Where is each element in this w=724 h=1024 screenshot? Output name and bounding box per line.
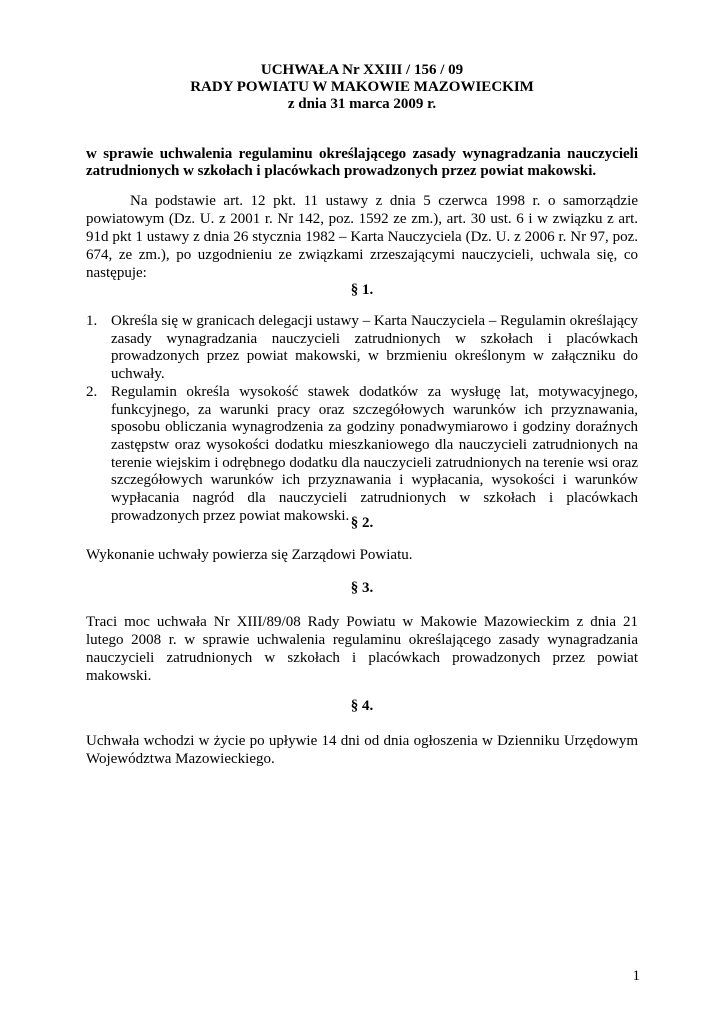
section-1-title: § 1.: [350, 282, 374, 298]
section-4-text: Uchwała wchodzi w życie po upływie 14 dni od dnia ogłoszenia w Dzienniku Urzędowym Województwa Mazowieckiego.: [86, 733, 638, 767]
resolution-header: [86, 62, 638, 113]
section-2-title: § 2.: [350, 515, 374, 531]
section-2-text: Wykonanie uchwały powierza się Zarządowi Powiatu.: [86, 547, 413, 563]
section-4-title: § 4.: [350, 698, 374, 714]
section-3-title: § 3.: [350, 580, 374, 596]
list-item: [86, 384, 638, 526]
issuing-body: RADY POWIATU W MAKOWIE MAZOWIECKIM: [190, 79, 534, 95]
legal-basis-preamble: Na podstawie art. 12 pkt. 11 ustawy z dnia 5 czerwca 1998 r. o samorządzie powiatowym (Dz. U. z 2001 r. Nr 142, poz. 1592 ze zm.), art. 30 ust. 6 i w związku z art. 91d pkt 1 ustawy z dnia 26 stycznia 1982 – Karta Nauczyciela (Dz. U. z 2006 r. Nr 97, poz. 674, ze zm.), po uzgodnieniu ze związkami zrzeszającymi nauczycieli, uchwala się, co następuje:: [86, 193, 638, 281]
section-1-list: [86, 313, 638, 525]
resolution-subject: w sprawie uchwalenia regulaminu określającego zasady wynagradzania nauczycieli zatrudnionych w szkołach i placówkach prowadzonych przez powiat makowski.: [86, 146, 638, 179]
list-item: [86, 313, 638, 384]
list-item-number: 1.: [86, 313, 98, 329]
page-number: 1: [632, 968, 640, 984]
list-item-number: 2.: [86, 383, 98, 400]
resolution-number: UCHWAŁA Nr XXIII / 156 / 09: [260, 62, 464, 78]
list-item-text: Określa się w granicach delegacji ustawy – Karta Nauczyciela – Regulamin określający zasady wynagradzania nauczycieli zatrudnionych w szkołach i placówkach prowadzonych przez powiat makowski, w brzmieniu określonym w załączniku do uchwały.: [111, 313, 638, 383]
list-item-text: Regulamin określa wysokość stawek dodatków za wysługę lat, motywacyjnego, funkcyjnego, za warunki pracy oraz szczegółowych warunków ich przyznawania, sposobu obliczania wynagrodzenia za godziny ponadwymiarowo i godziny doraźnych zastępstw oraz wysokości dodatku mieszkaniowego dla nauczycieli zatrudnionych na terenie wiejskim i odrębnego dodatku dla nauczycieli zatrudnionych na terenie wsi oraz szczegółowych warunków ich przyznawania i wypłacania, wysokości i warunków wypłacania nagród dla nauczycieli zatrudnionych w szkołach i placówkach prowadzonych przez powiat makowski.: [111, 383, 638, 524]
section-3-text: Traci moc uchwała Nr XIII/89/08 Rady Powiatu w Makowie Mazowieckim z dnia 21 lutego 2008 r. w sprawie uchwalenia regulaminu określającego zasady wynagradzania nauczycieli zatrudnionych w szkołach i placówkach prowadzonych przez powiat makowski.: [86, 614, 638, 684]
resolution-date: z dnia 31 marca 2009 r.: [287, 96, 437, 112]
